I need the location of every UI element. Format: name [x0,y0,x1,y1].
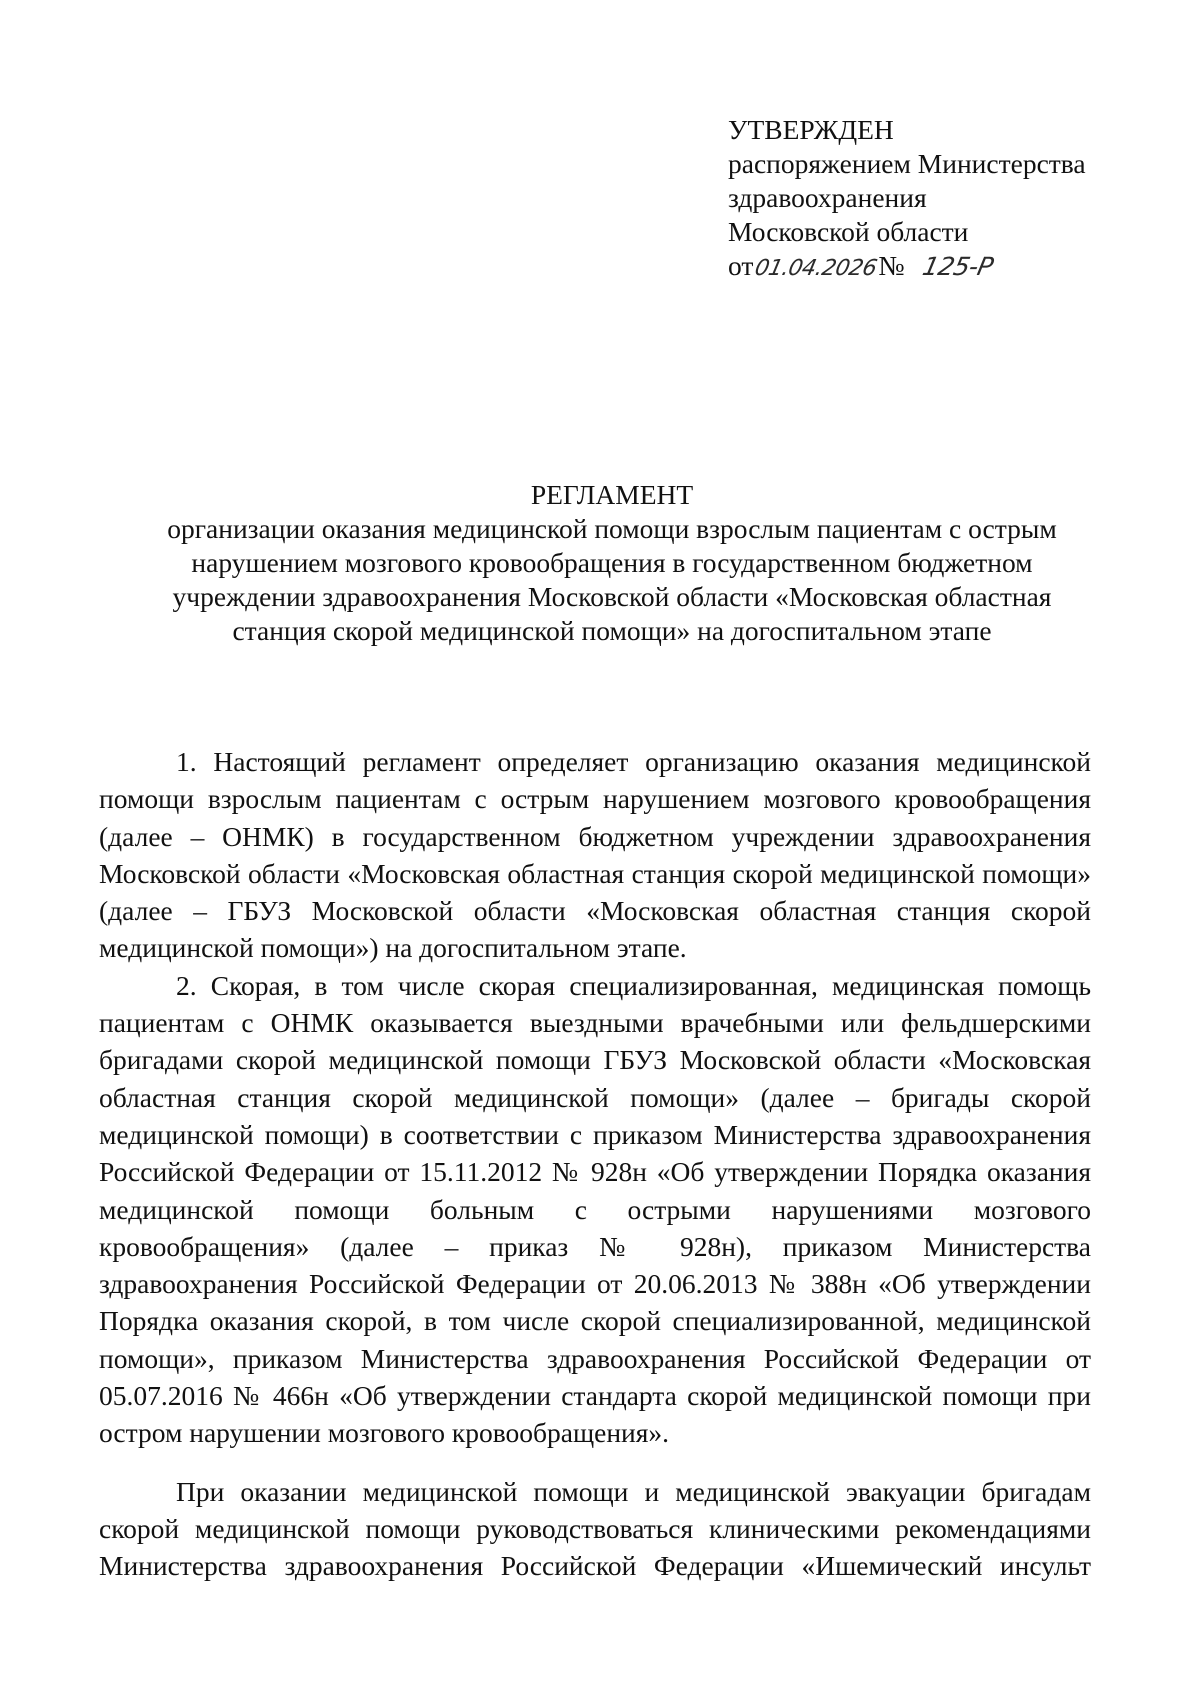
handwritten-number: 125-Р [919,252,996,281]
approval-date-number-line [728,249,1086,286]
document-body [99,743,1091,1585]
handwritten-date: 01.04.2026 [752,256,880,281]
approval-line-1: распоряжением Министерства [728,148,1086,179]
paragraph-2: 2. Скорая, в том числе скорая специализированная, медицинская помощь пациентам с ОНМК оказывается выездными врачебными или фельдшерскими бригадами скорой медицинской помощи ГБУЗ Московской области «Московская областная станция скорой медицинской помощи» (далее – бригады скорой медицинской помощи) в соответствии с приказом Министерства здравоохранения Российской Федерации от 15.11.2012 № 928н «Об утверждении Порядка оказания медицинской помощи больным с острыми нарушениями мозгового кровообращения» (далее – приказ № 928н), приказом Министерства здравоохранения Российской Федерации от 20.06.2013 № 388н «Об утверждении Порядка оказания скорой, в том числе скорой специализированной, медицинской помощи», приказом Министерства здравоохранения Российской Федерации от 05.07.2016 № 466н «Об утверждении стандарта скорой медицинской помощи при остром нарушении мозгового кровообращения». [99,969,1091,1449]
approval-from-prefix: от [728,250,754,281]
document-title-block [150,478,1074,648]
document-title: РЕГЛАМЕНТ [530,479,694,510]
approval-line-3: Московской области [728,216,969,247]
approval-stamp [728,113,1086,286]
paragraph-1: 1. Настоящий регламент определяет организацию оказания медицинской помощи взрослым пациентам с острым нарушением мозгового кровообращения (далее – ОНМК) в государственном бюджетном учреждении здравоохранения Московской области «Московская областная станция скорой медицинской помощи» (далее – ГБУЗ Московской области «Московская областная станция скорой медицинской помощи») на догоспитальном этапе. [99,746,1091,964]
approval-heading: УТВЕРЖДЕН [728,114,894,145]
paragraph-3: При оказании медицинской помощи и медицинской эвакуации бригадам скорой медицинской помощи руководствоваться клиническими рекомендациями Министерства здравоохранения Российской Федерации «Ишемический инсульт [99,1475,1091,1582]
number-sign: № [878,250,905,281]
document-subtitle: организации оказания медицинской помощи взрослым пациентам с острым нарушением мозгового кровообращения в государственном бюджетном учреждении здравоохранения Московской области «Московская областная станция скорой медицинской помощи» на догоспитальном этапе [167,513,1057,646]
approval-line-2: здравоохранения [728,182,927,213]
